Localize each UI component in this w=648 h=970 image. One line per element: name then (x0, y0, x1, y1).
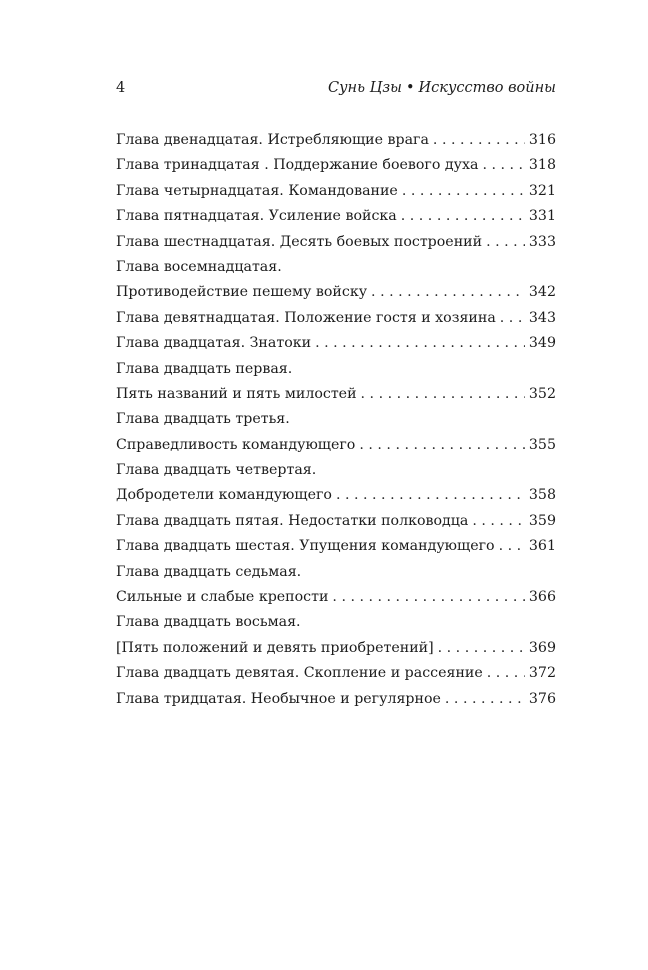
toc-entry-page: 331 (528, 208, 556, 225)
toc-dot-leader (438, 636, 525, 661)
toc-entry-page: 318 (528, 157, 556, 174)
table-of-contents (116, 128, 556, 712)
toc-entry (116, 661, 556, 686)
toc-entry (116, 407, 556, 432)
toc-entry-title: Добродетели командующего (116, 487, 332, 504)
toc-entry (116, 433, 556, 458)
toc-entry-title: Глава пятнадцатая. Усиление войска (116, 208, 397, 225)
toc-dot-leader (371, 280, 525, 305)
toc-dot-leader (359, 433, 525, 458)
toc-entry-title: Глава двадцать первая. (116, 360, 293, 377)
toc-entry-title: Глава двадцатая. Знатоки (116, 335, 312, 352)
toc-entry-title: Глава девятнадцатая. Положение гостя и хозяина (116, 309, 496, 326)
toc-entry-title: Глава восемнадцатая. (116, 258, 282, 275)
toc-entry-page: 361 (528, 538, 556, 555)
toc-dot-leader (401, 204, 525, 229)
toc-entry-title: Глава двадцать четвертая. (116, 462, 317, 479)
toc-entry-title: Глава двенадцатая. Истребляющие врага (116, 132, 429, 148)
toc-entry (116, 382, 556, 407)
toc-dot-leader (445, 687, 525, 712)
toc-entry-page: 349 (528, 335, 556, 352)
toc-entry (116, 357, 556, 382)
toc-entry (116, 560, 556, 585)
toc-entry-page: 316 (528, 132, 556, 148)
running-head (116, 80, 556, 104)
title-separator: • (405, 80, 415, 96)
toc-entry-page: 359 (528, 512, 556, 529)
toc-entry (116, 204, 556, 229)
toc-entry (116, 636, 556, 661)
toc-dot-leader (500, 306, 525, 331)
toc-dot-leader (402, 179, 525, 204)
page-number: 4 (116, 80, 126, 96)
toc-dot-leader (315, 331, 525, 356)
toc-dot-leader (482, 153, 524, 178)
toc-dot-leader (361, 382, 525, 407)
toc-entry-page: 321 (528, 182, 556, 199)
toc-entry-title: Глава двадцать третья. (116, 411, 290, 428)
toc-entry (116, 255, 556, 280)
toc-entry-title: Глава тридцатая. Необычное и регулярное (116, 690, 441, 707)
toc-entry-title: Глава двадцать седьмая. (116, 563, 302, 580)
running-title (328, 80, 556, 96)
toc-dot-leader (336, 483, 525, 508)
toc-entry-page: 333 (528, 233, 556, 250)
toc-entry-title: Глава тринадцатая . Поддержание боевого духа (116, 157, 479, 174)
toc-entry (116, 585, 556, 610)
toc-entry-title: Справедливость командующего (116, 436, 356, 453)
toc-entry-title: [Пять положений и девять приобретений] (116, 639, 434, 656)
toc-entry (116, 128, 556, 153)
toc-entry (116, 483, 556, 508)
author-name: Сунь Цзы (328, 80, 402, 96)
toc-entry-title: Глава двадцать пятая. Недостатки полководца (116, 512, 469, 529)
toc-entry-title: Глава двадцать девятая. Скопление и рассеяние (116, 665, 483, 682)
toc-entry-page: 372 (528, 665, 556, 682)
toc-entry-page: 369 (528, 639, 556, 656)
toc-entry-title: Глава шестнадцатая. Десять боевых построений (116, 233, 483, 250)
toc-entry (116, 509, 556, 534)
toc-dot-leader (433, 128, 525, 153)
toc-entry-title: Пять названий и пять милостей (116, 385, 357, 402)
toc-entry (116, 280, 556, 305)
toc-entry-title: Глава двадцать восьмая. (116, 614, 301, 631)
toc-entry-page: 343 (528, 309, 556, 326)
toc-dot-leader (472, 509, 525, 534)
toc-entry (116, 179, 556, 204)
toc-entry-page: 358 (528, 487, 556, 504)
toc-entry-page: 352 (528, 385, 556, 402)
toc-entry (116, 306, 556, 331)
toc-entry-title: Сильные и слабые крепости (116, 589, 329, 606)
toc-dot-leader (499, 534, 525, 559)
toc-entry-title: Глава четырнадцатая. Командование (116, 182, 398, 199)
toc-dot-leader (332, 585, 524, 610)
toc-dot-leader (486, 230, 525, 255)
toc-entry-title: Глава двадцать шестая. Упущения командующего (116, 538, 495, 555)
toc-entry (116, 331, 556, 356)
toc-entry-page: 355 (528, 436, 556, 453)
toc-dot-leader (487, 661, 525, 686)
toc-entry-title: Противодействие пешему войску (116, 284, 368, 301)
toc-entry (116, 230, 556, 255)
toc-entry (116, 458, 556, 483)
toc-entry-page: 376 (528, 690, 556, 707)
book-title: Искусство войны (418, 80, 556, 96)
toc-entry (116, 153, 556, 178)
toc-entry-page: 342 (528, 284, 556, 301)
toc-entry-page: 366 (528, 589, 556, 606)
toc-entry (116, 610, 556, 635)
toc-entry (116, 687, 556, 712)
toc-entry (116, 534, 556, 559)
